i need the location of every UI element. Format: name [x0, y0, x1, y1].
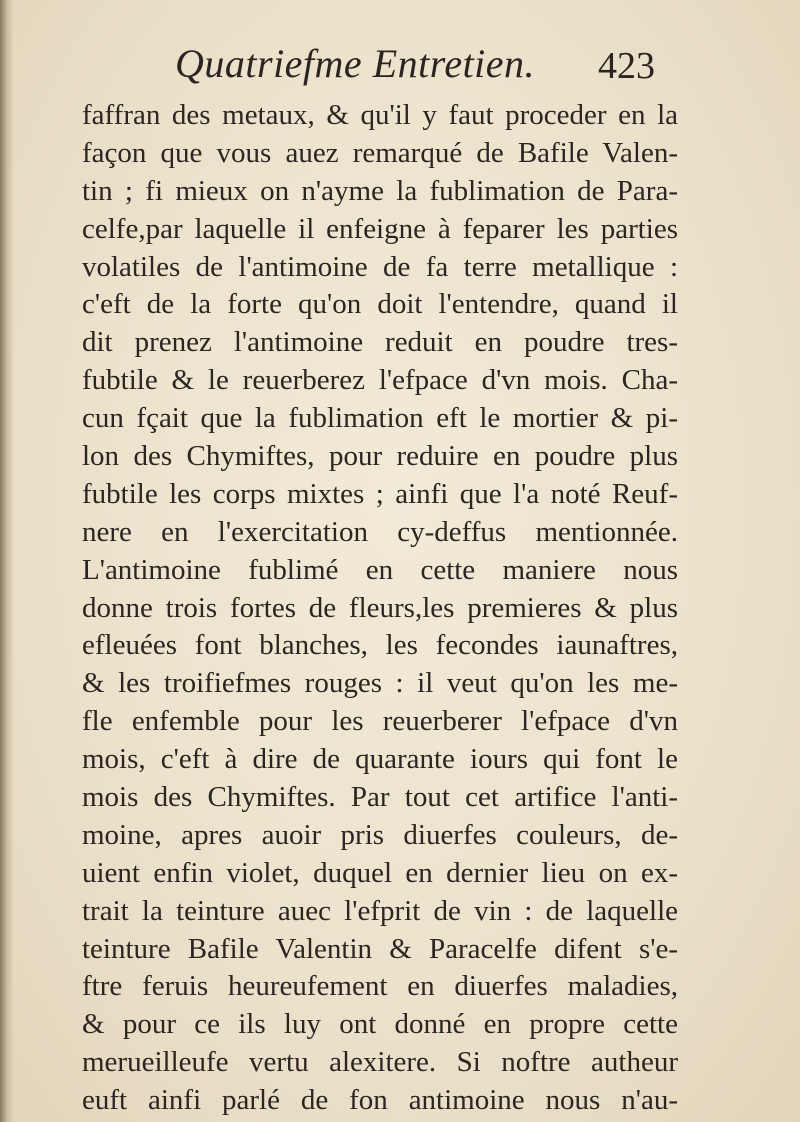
text-line: trait la teinture auec l'efprit de vin : de laquelle [82, 894, 678, 927]
text-line: & pour ce ils luy ont donné en propre cette [82, 1008, 678, 1041]
text-line: fle enfemble pour les reuerberer l'efpace d'vn [82, 705, 678, 738]
binding-gutter-shadow [0, 0, 14, 1122]
text-line: volatiles de l'antimoine de fa terre metallique : [82, 250, 678, 283]
text-line: uient enfin violet, duquel en dernier lieu on ex- [82, 856, 678, 889]
text-line: mois des Chymiftes. Par tout cet artifice l'anti- [82, 781, 678, 814]
text-line: tin ; fi mieux on n'ayme la fublimation de Para- [82, 174, 678, 207]
text-line: merueilleufe vertu alexitere. Si noftre autheur [82, 1046, 678, 1079]
text-line: nere en l'exercitation cy-deffus mentionnée. [82, 515, 678, 548]
text-line: moine, apres auoir pris diuerfes couleurs, de- [82, 818, 678, 851]
text-line: dit prenez l'antimoine reduit en poudre tres- [82, 326, 678, 359]
text-line: fubtile & le reuerberez l'efpace d'vn mois. Cha- [82, 364, 678, 397]
text-line: efleuées font blanches, les fecondes iaunaftres, [82, 629, 678, 662]
page-header [0, 40, 800, 100]
text-line: ftre feruis heureufement en diuerfes maladies, [82, 970, 678, 1003]
body-text [82, 97, 678, 1120]
text-line: euft ainfi parlé de fon antimoine nous n'au- [82, 1084, 678, 1117]
text-line: cun fçait que la fublimation eft le mortier & pi- [82, 402, 678, 435]
text-line: lon des Chymiftes, pour reduire en poudre plus [82, 440, 678, 473]
running-title: Quatriefme Entretien. [175, 41, 536, 86]
text-line: & les troifiefmes rouges : il veut qu'on les me- [82, 667, 678, 700]
text-line: façon que vous auez remarqué de Bafile Valen- [82, 136, 678, 169]
text-line: L'antimoine fublimé en cette maniere nous [82, 553, 678, 586]
text-line: fubtile les corps mixtes ; ainfi que l'a noté Reuf- [82, 477, 678, 510]
text-line: mois, c'eft à dire de quarante iours qui font le [82, 743, 678, 776]
text-line: faffran des metaux, & qu'il y faut proceder en la [82, 99, 678, 131]
text-line: teinture Bafile Valentin & Paracelfe difent s'e- [82, 932, 678, 965]
text-line: donne trois fortes de fleurs,les premieres & plus [82, 591, 678, 624]
text-line: celfe,par laquelle il enfeigne à feparer les parties [82, 212, 678, 245]
text-line: c'eft de la forte qu'on doit l'entendre, quand il [82, 288, 678, 321]
page-number: 423 [598, 45, 655, 87]
